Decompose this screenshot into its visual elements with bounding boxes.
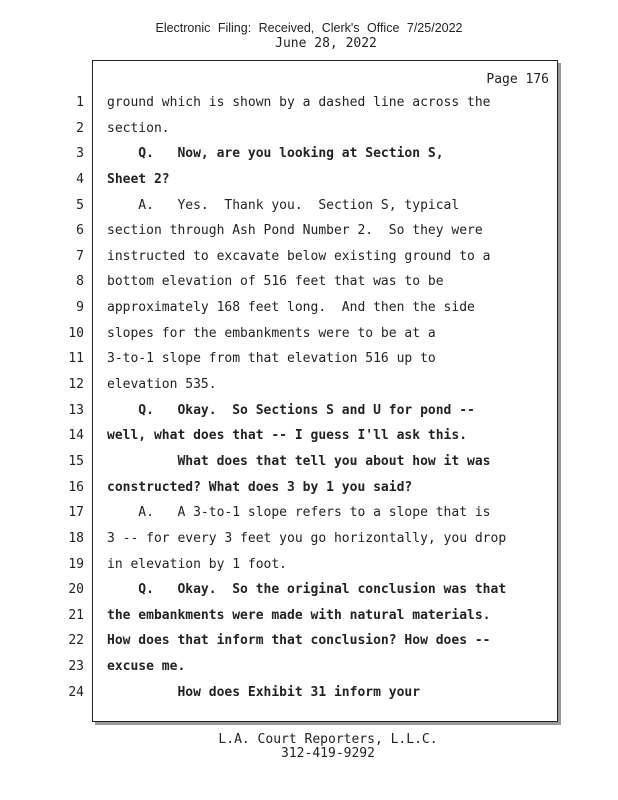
transcript-line: ground which is shown by a dashed line across the — [107, 95, 491, 110]
transcript-line: What does that tell you about how it was — [107, 453, 491, 469]
line-number: 15 — [68, 453, 84, 469]
transcript-line: bottom elevation of 516 feet that was to be — [107, 274, 444, 290]
transcript-line: Sheet 2? — [107, 171, 170, 187]
line-number: 24 — [68, 684, 84, 700]
line-number: 23 — [68, 659, 84, 675]
transcript-line: section through Ash Pond Number 2. So they were — [107, 223, 483, 239]
line-number: 5 — [76, 197, 84, 213]
line-number: 3 — [76, 146, 84, 162]
line-number: 21 — [68, 607, 84, 623]
transcript-line: How does that inform that conclusion? How does -- — [107, 633, 491, 649]
transcript-line: instructed to excavate below existing ground to a — [107, 248, 491, 264]
line-number-column — [60, 90, 84, 705]
line-number: 12 — [68, 377, 84, 393]
transcript-line: 3 -- for every 3 feet you go horizontally, you drop — [107, 530, 507, 546]
line-number: 19 — [68, 556, 84, 572]
line-number: 1 — [76, 95, 84, 110]
page-number: Page 176 — [486, 72, 549, 87]
transcript-line: approximately 168 feet long. And then the side — [107, 300, 475, 316]
transcript-line: elevation 535. — [107, 377, 217, 393]
line-number: 10 — [68, 325, 84, 341]
line-number: 9 — [76, 300, 84, 316]
transcript-line: Q. Okay. So the original conclusion was that — [107, 582, 507, 598]
transcript-line: A. Yes. Thank you. Section S, typical — [107, 197, 460, 213]
line-number: 14 — [68, 428, 84, 444]
line-number: 6 — [76, 223, 84, 239]
line-number: 2 — [76, 120, 84, 136]
line-number: 11 — [68, 351, 84, 367]
line-number: 13 — [68, 402, 84, 418]
line-number: 20 — [68, 582, 84, 598]
line-number: 22 — [68, 633, 84, 649]
reporter-phone: 312-419-9292 — [281, 746, 375, 761]
transcript-line: Q. Okay. So Sections S and U for pond -- — [107, 402, 475, 418]
line-number: 18 — [68, 530, 84, 546]
transcript-line: section. — [107, 120, 170, 136]
transcript-line: excuse me. — [107, 659, 186, 675]
line-number: 17 — [68, 505, 84, 521]
line-number: 4 — [76, 171, 84, 187]
transcript-line: How does Exhibit 31 inform your — [107, 684, 421, 700]
transcript-line: constructed? What does 3 by 1 you said? — [107, 479, 413, 495]
transcript-line: 3-to-1 slope from that elevation 516 up to — [107, 351, 436, 367]
transcript-line: slopes for the embankments were to be at a — [107, 325, 436, 341]
transcript-line: well, what does that -- I guess I'll ask this. — [107, 428, 468, 444]
line-number: 8 — [76, 274, 84, 290]
transcript-line: in elevation by 1 foot. — [107, 556, 288, 572]
reporter-company: L.A. Court Reporters, L.L.C. — [218, 732, 438, 747]
transcript-date: June 28, 2022 — [275, 36, 377, 51]
transcript-line: Q. Now, are you looking at Section S, — [107, 146, 444, 162]
line-number: 7 — [76, 248, 84, 264]
transcript-text — [107, 90, 547, 705]
filing-stamp: Electronic Filing: Received, Clerk's Office 7/25/2022 — [155, 21, 463, 35]
transcript-line: the embankments were made with natural materials. — [107, 607, 491, 623]
footer — [0, 733, 618, 761]
line-number: 16 — [68, 479, 84, 495]
transcript-line: A. A 3-to-1 slope refers to a slope that is — [107, 505, 491, 521]
